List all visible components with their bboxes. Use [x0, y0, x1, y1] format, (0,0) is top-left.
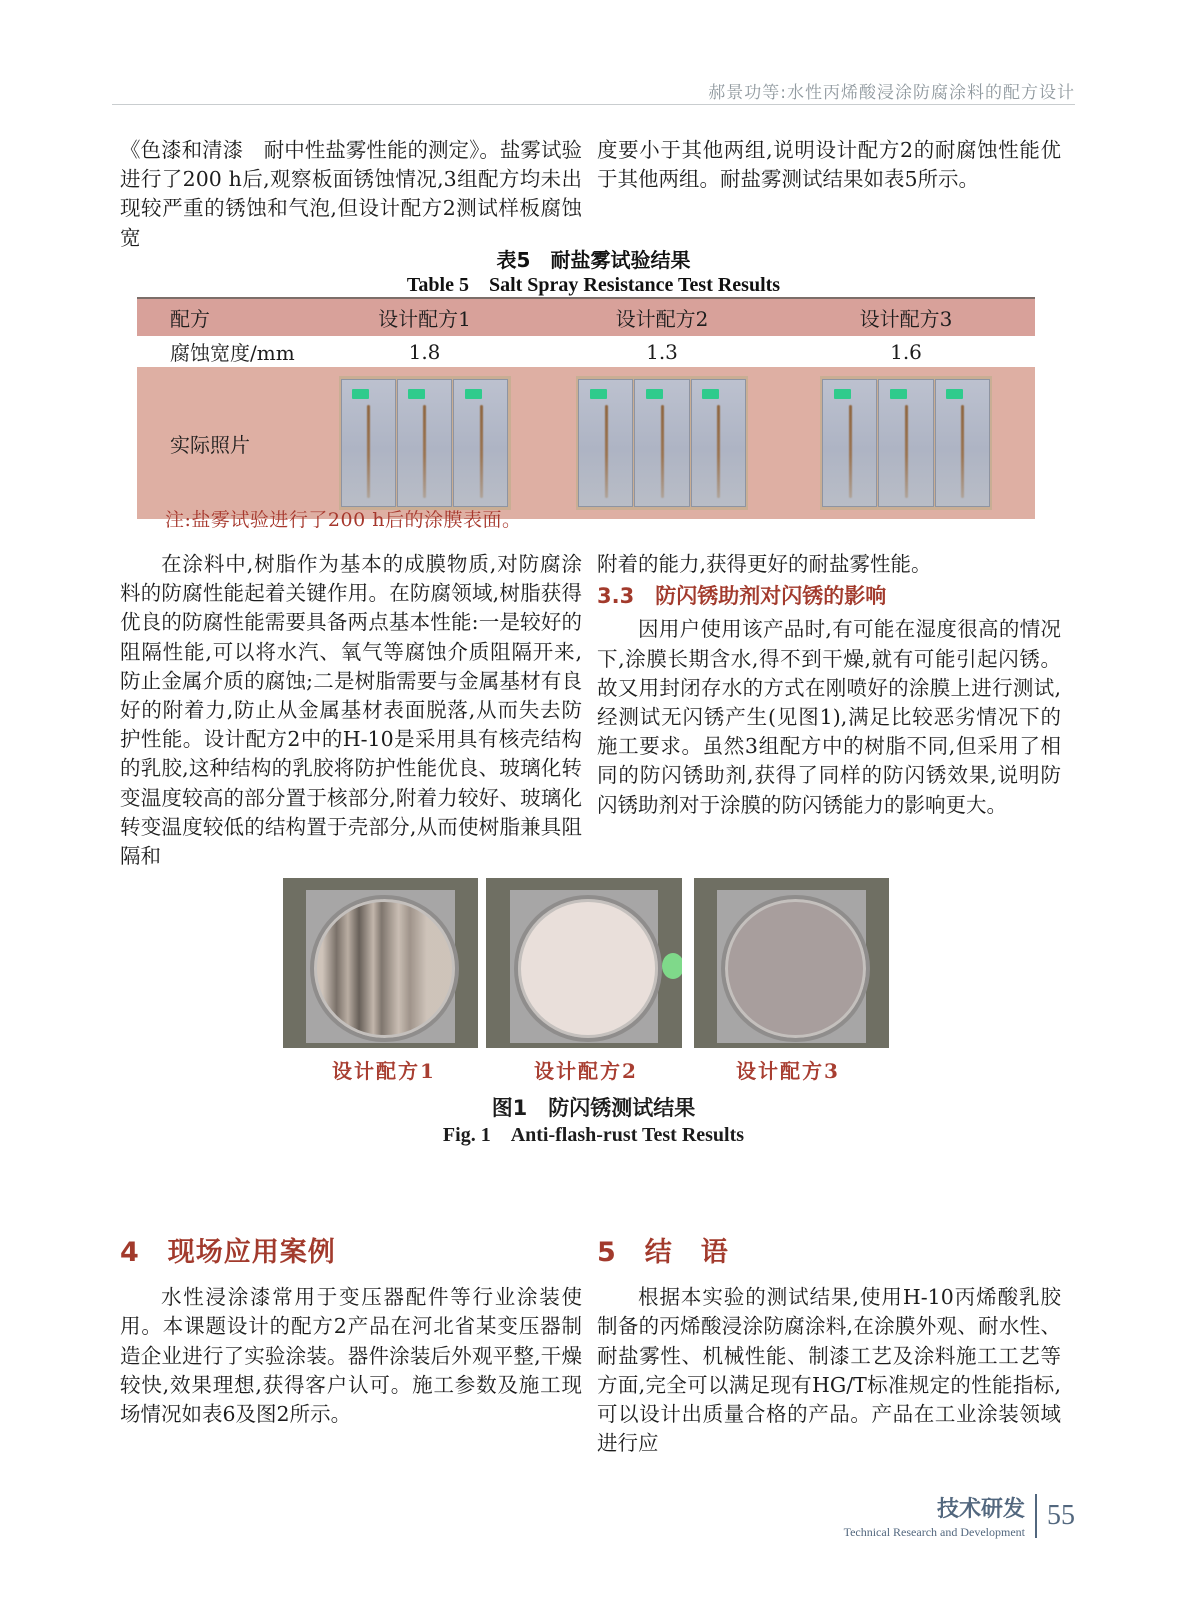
section4-paragraph: 水性浸涂漆常用于变压器配件等行业涂装使用。本课题设计的配方2产品在河北省某变压器制造企业进行了实验涂装。器件涂装后外观平整,干燥较快,效果理想,获得客户认可。施工参数及施工现场情况如表6及图2所示。: [120, 1285, 582, 1427]
section4-column: [120, 1238, 582, 1429]
corrosion-width-value-3: 1.6: [890, 339, 922, 364]
photo-dish: [721, 895, 870, 1042]
figure1-caption-zh: 图1 防闪锈测试结果: [491, 1096, 696, 1120]
figure1-labels: [283, 1055, 889, 1084]
panel-tag: [352, 389, 369, 399]
body-right-column: [597, 550, 1061, 820]
section5-column: [597, 1238, 1061, 1458]
panel-tag: [408, 389, 425, 399]
test-panel: [935, 379, 990, 507]
section5-heading: 5 结 语: [597, 1237, 729, 1268]
panel-tag: [946, 389, 963, 399]
figure1-photos: [283, 878, 889, 1048]
figure1-caption-en: Fig. 1 Anti-flash-rust Test Results: [442, 1124, 745, 1146]
test-panel: [878, 379, 933, 507]
intro-right-column: [597, 136, 1061, 194]
figure1-label-1: 设计配方1: [332, 1059, 436, 1083]
page-number: 55: [1047, 1500, 1075, 1531]
footer-column-block: [844, 1492, 1025, 1540]
photo-cell-design1: [302, 376, 547, 510]
table5-note: 注:盐雾试验进行了200 h后的涂膜表面。: [165, 509, 522, 531]
test-panel: [578, 379, 633, 507]
panel-tag: [590, 389, 607, 399]
table5-title-zh: 表5 耐盐雾试验结果: [496, 248, 691, 272]
rust-streak: [717, 405, 720, 498]
corrosion-width-value-1: 1.8: [408, 339, 441, 364]
anti-flash-rust-photo-1: [283, 878, 478, 1048]
table5-photo-row: [137, 367, 1035, 519]
corrosion-width-value-2: 1.3: [646, 339, 678, 364]
table5-header-design1: 设计配方1: [378, 307, 471, 331]
rust-streak: [661, 405, 664, 498]
panel-tag: [890, 389, 907, 399]
panel-tag: [702, 389, 719, 399]
corrosion-width-label: 腐蚀宽度/mm: [170, 341, 295, 365]
test-panel: [453, 379, 508, 507]
photo-dish: [514, 895, 663, 1042]
photo-dish: [310, 895, 459, 1042]
salt-spray-photo-2: [576, 376, 748, 510]
anti-flash-rust-photo-2: [486, 878, 681, 1048]
intro-left-column: [120, 136, 582, 253]
header-rule: [112, 104, 1075, 105]
table5-header-formula: 配方: [170, 307, 210, 331]
green-dot: [662, 953, 682, 979]
actual-photo-label: 实际照片: [170, 432, 250, 457]
table5-header-design2: 设计配方2: [615, 307, 709, 331]
salt-spray-photo-3: [820, 376, 992, 510]
test-panel: [397, 379, 452, 507]
salt-spray-photo-1: [339, 376, 511, 510]
page-footer: [844, 1492, 1075, 1540]
footer-column-en: Technical Research and Development: [843, 1525, 1025, 1539]
test-panel: [341, 379, 396, 507]
rust-streak: [423, 405, 426, 498]
panel-tag: [646, 389, 663, 399]
flash-rust-paragraph: 因用户使用该产品时,有可能在湿度很高的情况下,涂膜长期含水,得不到干燥,就有可能引起闪锈。故又用封闭存水的方式在刚喷好的涂膜上进行测试,经测试无闪锈产生(见图1),满足比较恶劣情况下的施工要求。虽然3组配方中的树脂不同,但采用了相同的防闪锈助剂,获得了同样的防闪锈效果,说明防闪锈助剂对于涂膜的防闪锈能力的影响更大。: [597, 617, 1061, 817]
section4-heading: 4 现场应用案例: [120, 1237, 336, 1268]
rust-streak: [961, 405, 964, 498]
rust-streak: [905, 405, 908, 498]
intro-right-text: 度要小于其他两组,说明设计配方2的耐腐蚀性能优于其他两组。耐盐雾测试结果如表5所示。: [597, 138, 1061, 192]
intro-left-text: 《色漆和清漆 耐中性盐雾性能的测定》。盐雾试验进行了200 h后,观察板面锈蚀情况,3组配方均未出现较严重的锈蚀和气泡,但设计配方2测试样板腐蚀宽: [120, 138, 582, 250]
figure1-label-2: 设计配方2: [534, 1059, 638, 1083]
table5-title-en: Table 5 Salt Spray Resistance Test Results: [406, 274, 781, 296]
rust-streak: [605, 405, 608, 498]
test-panel: [634, 379, 689, 507]
figure1-label-3: 设计配方3: [736, 1059, 840, 1083]
rust-streak: [849, 405, 852, 498]
resin-paragraph: 在涂料中,树脂作为基本的成膜物质,对防腐涂料的防腐性能起着关键作用。在防腐领域,树脂获得优良的防腐性能需要具备两点基本性能:一是较好的阻隔性能,可以将水汽、氧气等腐蚀介质阻隔开来,防止金属介质的腐蚀;二是树脂需要与金属基材有良好的附着力,防止从金属基材表面脱落,从而失去防护性能。设计配方2中的H-10是采用具有核壳结构的乳胶,这种结构的乳胶将防护性能优良、玻璃化转变温度较高的部分置于核部分,附着力较好、玻璃化转变温度较低的结构置于壳部分,从而使树脂兼具阻隔和: [120, 552, 582, 869]
anti-flash-rust-photo-3: [694, 878, 889, 1048]
table5-header-design3: 设计配方3: [859, 307, 953, 331]
table5-data-row: [137, 336, 1035, 367]
panel-tag: [834, 389, 851, 399]
rust-streak: [367, 405, 370, 498]
rust-streak: [480, 405, 483, 498]
photo-cell-design2: [547, 376, 777, 510]
test-panel: [691, 379, 746, 507]
running-title: 郝景功等:水性丙烯酸浸涂防腐涂料的配方设计: [708, 83, 1075, 103]
photo-cell-design3: [777, 376, 1035, 510]
footer-divider: [1035, 1494, 1037, 1538]
section-3-3-heading: 3.3 防闪锈助剂对闪锈的影响: [597, 584, 887, 609]
table5: [137, 297, 1035, 519]
body-left-column: [120, 550, 582, 871]
panel-tag: [465, 389, 482, 399]
test-panel: [822, 379, 877, 507]
section5-paragraph: 根据本实验的测试结果,使用H-10丙烯酸乳胶制备的丙烯酸浸涂防腐涂料,在涂膜外观、耐水性、耐盐雾性、机械性能、制漆工艺及涂料施工工艺等方面,完全可以满足现有HG/T标准规定的性能指标,可以设计出质量合格的产品。产品在工业涂装领域进行应: [597, 1285, 1061, 1456]
table5-header-row: [137, 299, 1035, 336]
footer-column-zh: 技术研发: [936, 1497, 1025, 1522]
adhesion-paragraph-end: 附着的能力,获得更好的耐盐雾性能。: [597, 552, 932, 576]
